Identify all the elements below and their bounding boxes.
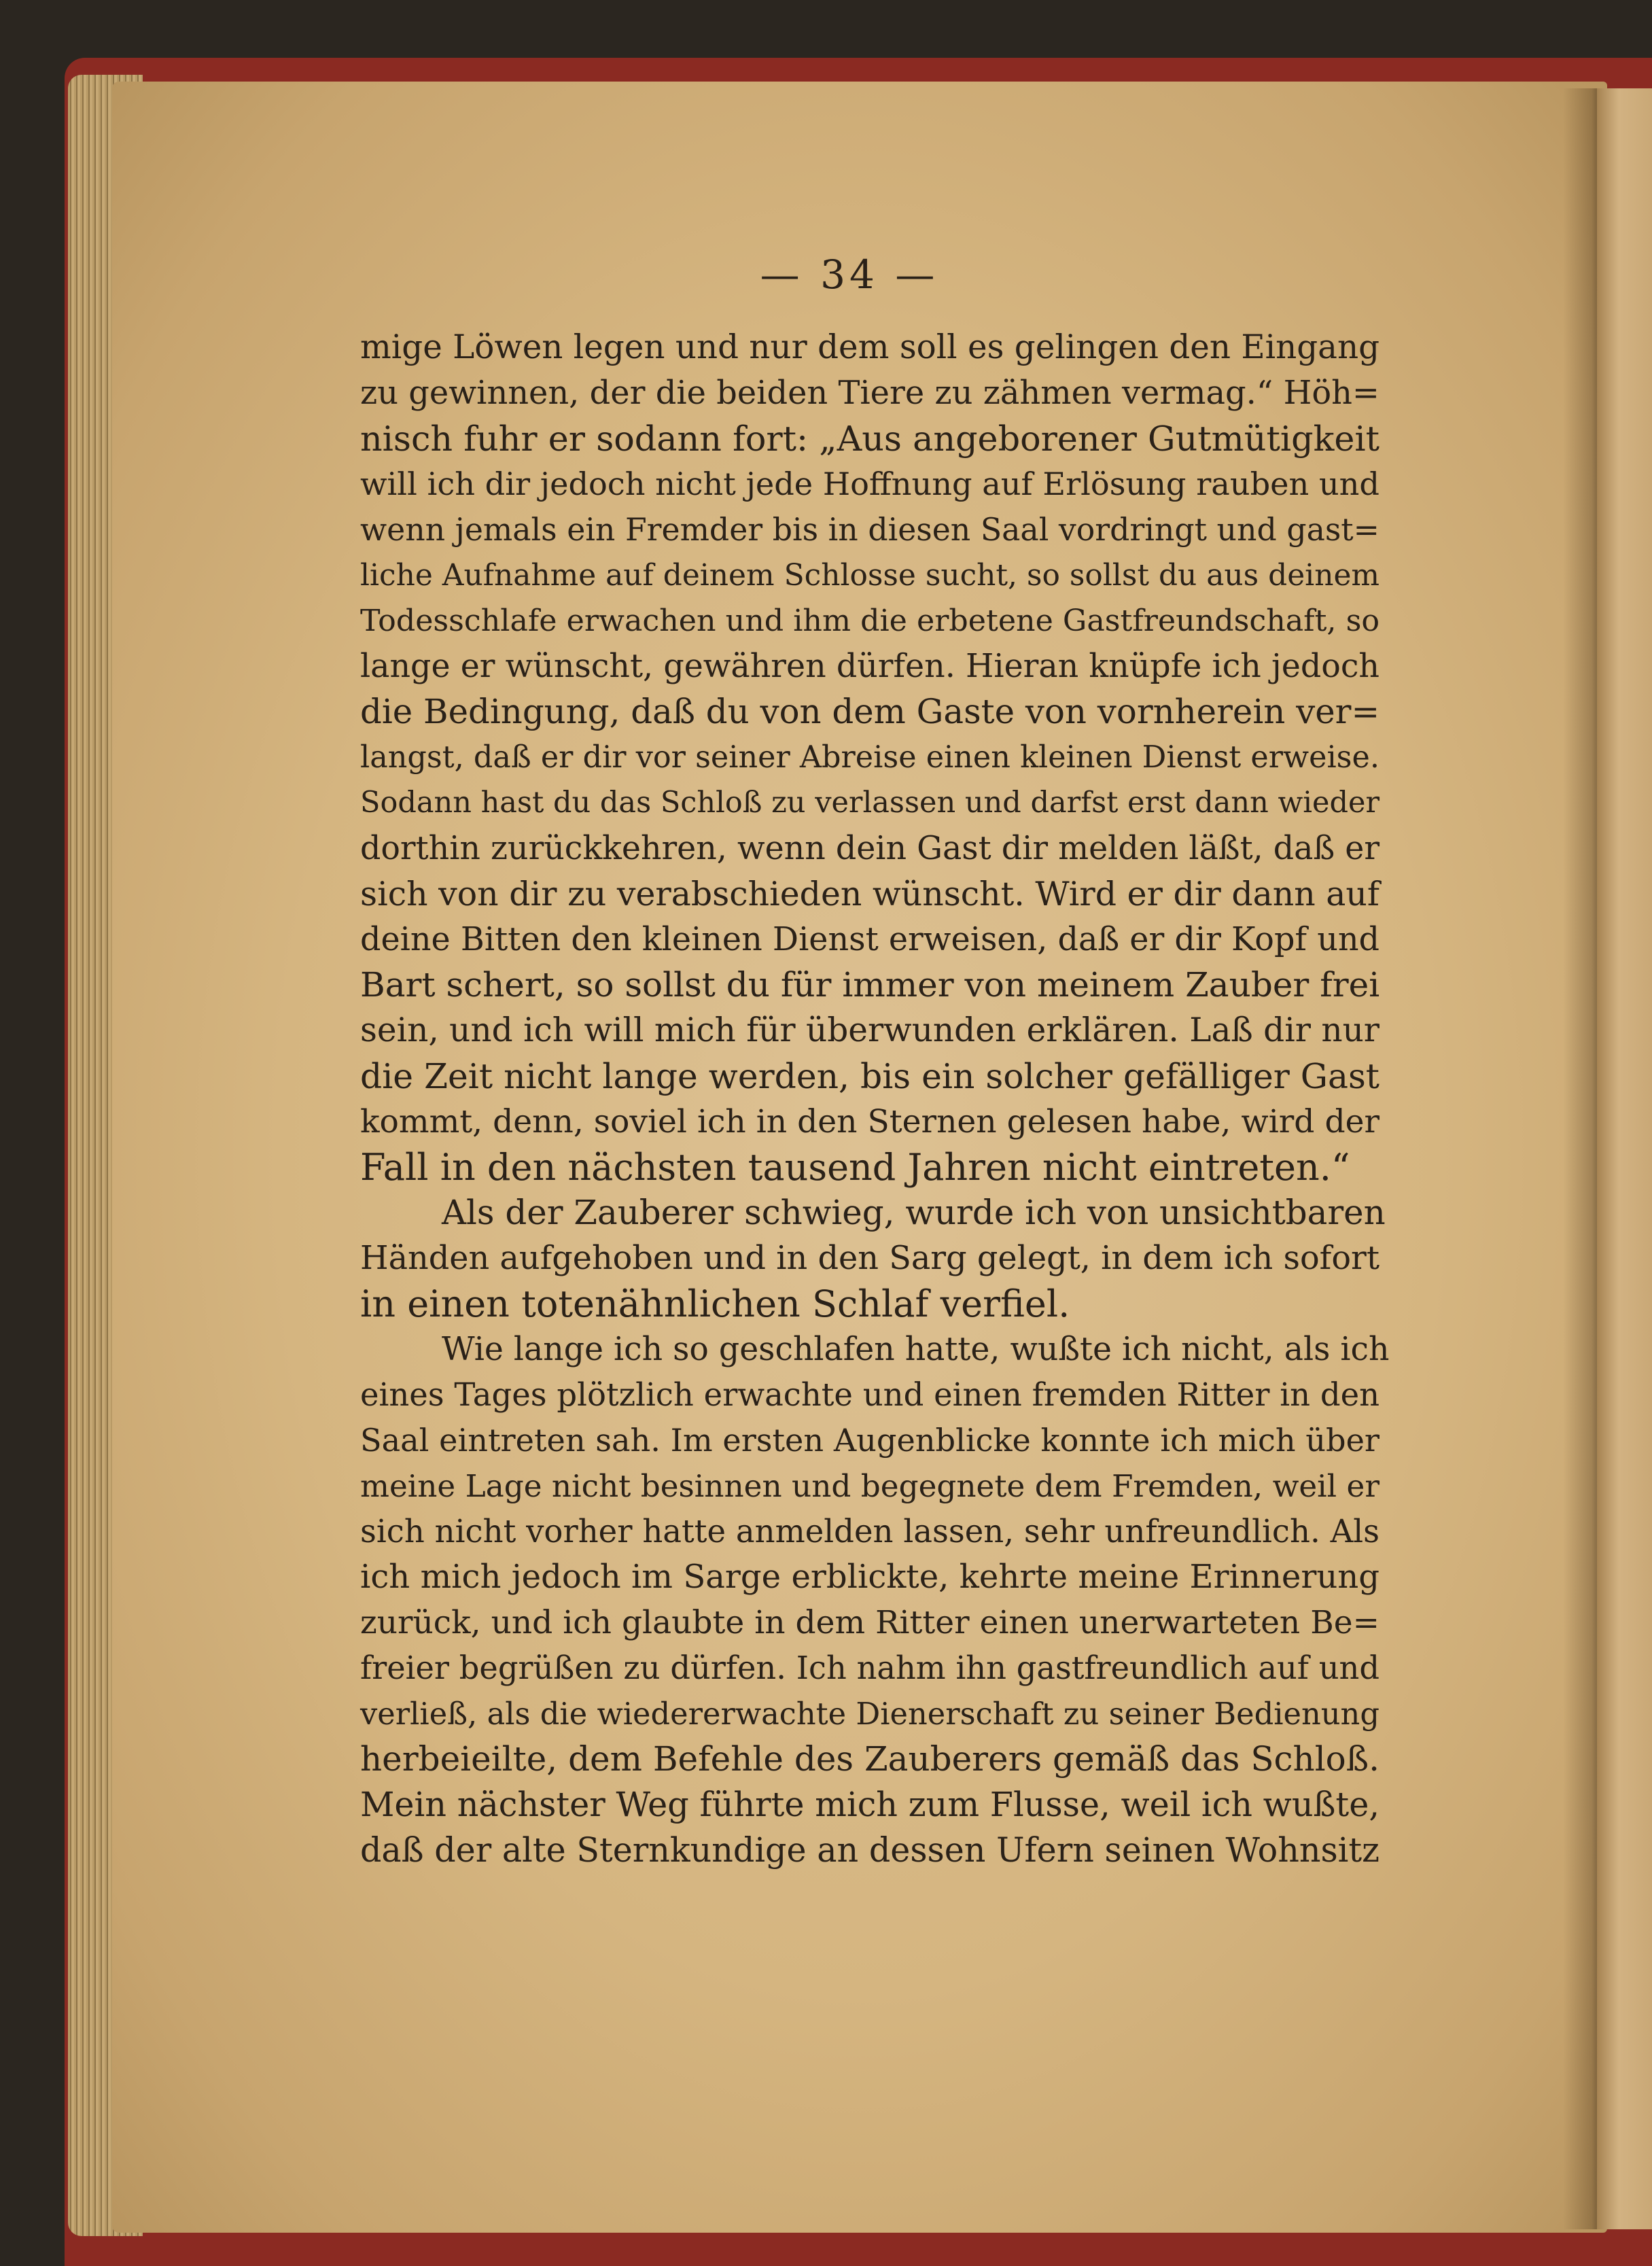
- text-line: verließ, als die wiedererwachte Dienerschaft zu seiner Bedienung: [360, 1696, 1379, 1732]
- text-line: Sodann hast du das Schloß zu verlassen und darfst erst dann wieder: [360, 786, 1379, 820]
- text-line: Saal eintreten sah. Im ersten Augenblicke konnte ich mich über: [360, 1422, 1379, 1459]
- text-line: Mein nächster Weg führte mich zum Flusse, weil ich wußte,: [360, 1785, 1379, 1824]
- text-line: daß der alte Sternkundige an dessen Ufern seinen Wohnsitz: [360, 1830, 1379, 1870]
- text-line: sein, und ich will mich für überwunden erklären. Laß dir nur: [360, 1011, 1379, 1049]
- text-line: mige Löwen legen und nur dem soll es gelingen den Eingang: [360, 328, 1379, 366]
- text-line: die Bedingung, daß du von dem Gaste von vornherein ver=: [360, 692, 1380, 731]
- text-line: wenn jemals ein Fremder bis in diesen Saal vordringt und gast=: [360, 512, 1379, 548]
- text-line: lange er wünscht, gewähren dürfen. Hieran knüpfe ich jedoch: [360, 648, 1379, 685]
- text-line: Todesschlafe erwachen und ihm die erbetene Gastfreundschaft, so: [360, 604, 1380, 638]
- text-line: will ich dir jedoch nicht jede Hoffnung auf Erlösung rauben und: [360, 466, 1379, 502]
- text-line: eines Tages plötzlich erwachte und einen fremden Ritter in den: [360, 1376, 1379, 1413]
- text-line: Als der Zauberer schwieg, wurde ich von unsichtbaren: [442, 1193, 1386, 1232]
- text-line: deine Bitten den kleinen Dienst erweisen, daß er dir Kopf und: [360, 921, 1379, 958]
- text-line: in einen totenähnlichen Schlaf verfiel.: [360, 1283, 1070, 1325]
- body-text: [360, 325, 1390, 1873]
- text-line: sich von dir zu verabschieden wünscht. Wird er dir dann auf: [360, 875, 1379, 913]
- text-line: kommt, denn, soviel ich in den Sternen gelesen habe, wird der: [360, 1103, 1379, 1140]
- next-page-edge: [1597, 88, 1652, 2229]
- text-line: dorthin zurückkehren, wenn dein Gast dir melden läßt, daß er: [360, 830, 1379, 867]
- text-line: die Zeit nicht lange werden, bis ein solcher gefälliger Gast: [360, 1056, 1379, 1096]
- text-line: nisch fuhr er sodann fort: „Aus angeborener Gutmütigkeit: [360, 419, 1379, 459]
- text-line: sich nicht vorher hatte anmelden lassen, sehr unfreundlich. Als: [360, 1513, 1379, 1550]
- text-line: Wie lange ich so geschlafen hatte, wußte ich nicht, als ich: [442, 1331, 1390, 1368]
- text-line: freier begrüßen zu dürfen. Ich nahm ihn gastfreundlich auf und: [360, 1650, 1379, 1686]
- text-line: Händen aufgehoben und in den Sarg gelegt, in dem ich sofort: [360, 1240, 1379, 1277]
- text-line: zurück, und ich glaubte in dem Ritter einen unerwarteten Be=: [360, 1604, 1379, 1641]
- text-line: Fall in den nächsten tausend Jahren nicht eintreten.“: [360, 1146, 1350, 1189]
- text-line: langst, daß er dir vor seiner Abreise einen kleinen Dienst erweise.: [360, 740, 1379, 775]
- text-line: Bart schert, so sollst du für immer von meinem Zauber frei: [360, 965, 1380, 1005]
- text-line: meine Lage nicht besinnen und begegnete dem Fremden, weil er: [360, 1468, 1379, 1504]
- text-line: zu gewinnen, der die beiden Tiere zu zähmen vermag.“ Höh=: [360, 374, 1379, 412]
- text-line: herbeieilte, dem Befehle des Zauberers gemäß das Schloß.: [360, 1739, 1379, 1779]
- text-line: liche Aufnahme auf deinem Schlosse sucht, so sollst du aus deinem: [360, 558, 1379, 593]
- page-number: — 34 —: [760, 251, 939, 298]
- text-line: ich mich jedoch im Sarge erblickte, kehrte meine Erinnerung: [360, 1558, 1379, 1596]
